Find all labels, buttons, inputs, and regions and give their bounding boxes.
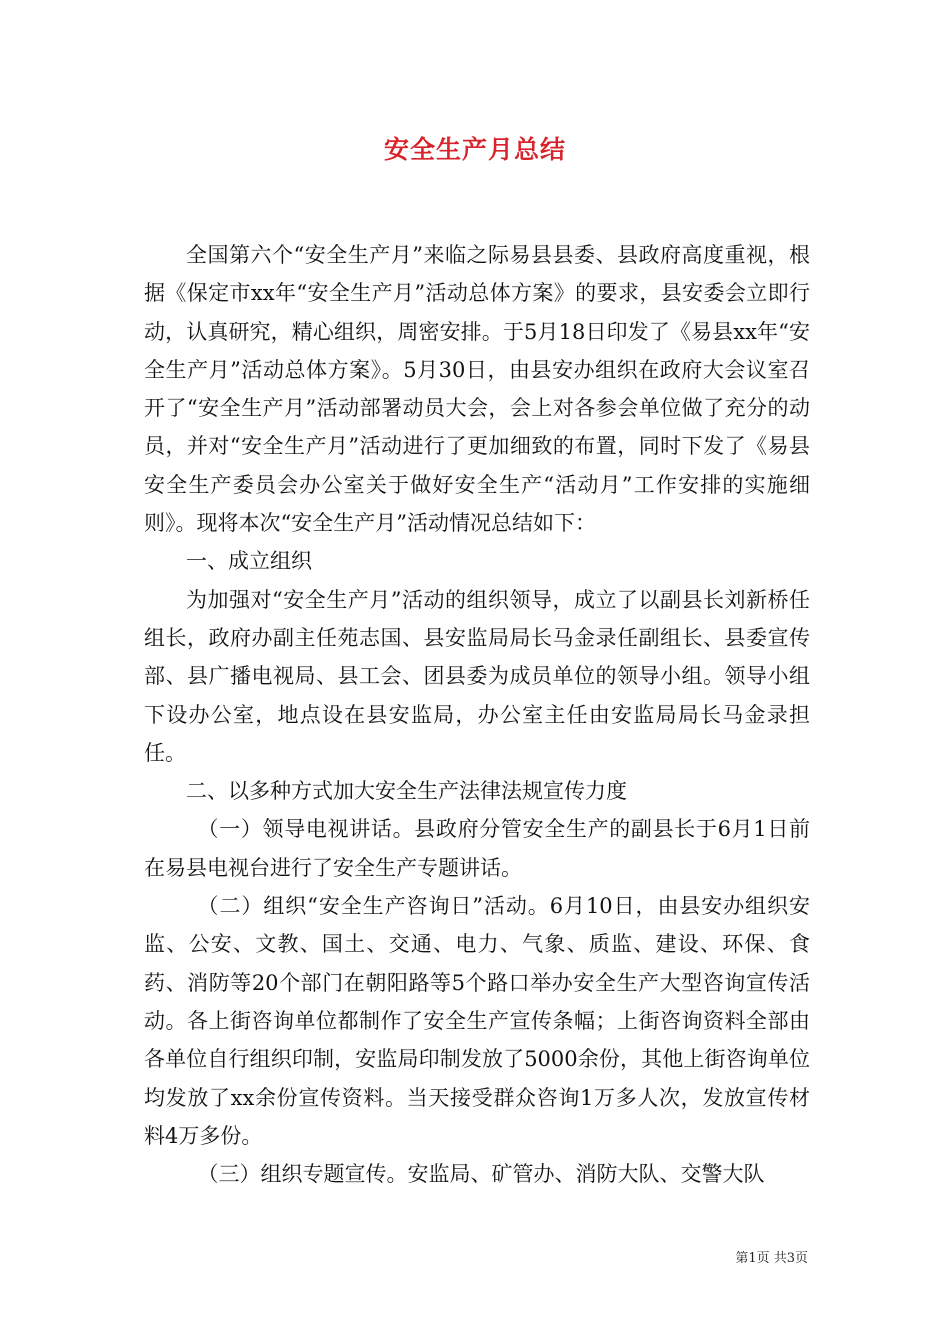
subsection-2-paragraph: （二）组织“安全生产咨询日”活动。6月10日，由县安办组织安监、公安、文教、国土、交通、电力、气象、质监、建设、环保、食药、消防等20个部门在朝阳路等5个路口举办安全生产大型咨询宣传活动。各上街咨询单位都制作了安全生产宣传条幅；上街咨询资料全部由各单位自行组织印制，安监局印制发放了5000余份，其他上街咨询单位均发放了xx余份宣传资料。当天接受群众咨询1万多人次，发放宣传材料4万多份。 bbox=[144, 894, 810, 1148]
page-number-footer: 第1页 共3页 bbox=[735, 1251, 808, 1266]
section-1-paragraph: 为加强对“安全生产月”活动的组织领导，成立了以副县长刘新桥任组长，政府办副主任苑志国、县安监局局长马金录任副组长、县委宣传部、县广播电视局、县工会、团县委为成员单位的领导小组。领导小组下设办公室，地点设在县安监局，办公室主任由安监局局长马金录担任。 bbox=[144, 587, 810, 765]
section-heading-2: 二、以多种方式加大安全生产法律法规宣传力度 bbox=[186, 779, 627, 804]
subsection-3-paragraph: （三）组织专题宣传。安监局、矿管办、消防大队、交警大队 bbox=[197, 1162, 765, 1187]
intro-paragraph: 全国第六个“安全生产月”来临之际易县县委、县政府高度重视，根据《保定市xx年“安全生产月”活动总体方案》的要求，县安委会立即行动，认真研究，精心组织，周密安排。于5月18日印发了《易县xx年“安全生产月”活动总体方案》。5月30日，由县安办组织在政府大会议室召开了“安全生产月”活动部署动员大会，会上对各参会单位做了充分的动员，并对“安全生产月”活动进行了更加细致的布置，同时下发了《易县安全生产委员会办公室关于做好安全生产“活动月”工作安排的实施细则》。现将本次“安全生产月”活动情况总结如下： bbox=[144, 243, 810, 536]
document-body bbox=[144, 236, 810, 1193]
subsection-1-paragraph: （一）领导电视讲话。县政府分管安全生产的副县长于6月1日前在易县电视台进行了安全生产专题讲话。 bbox=[144, 817, 810, 880]
section-heading-1: 一、成立组织 bbox=[186, 549, 312, 574]
document-title: 安全生产月总结 bbox=[383, 135, 566, 164]
